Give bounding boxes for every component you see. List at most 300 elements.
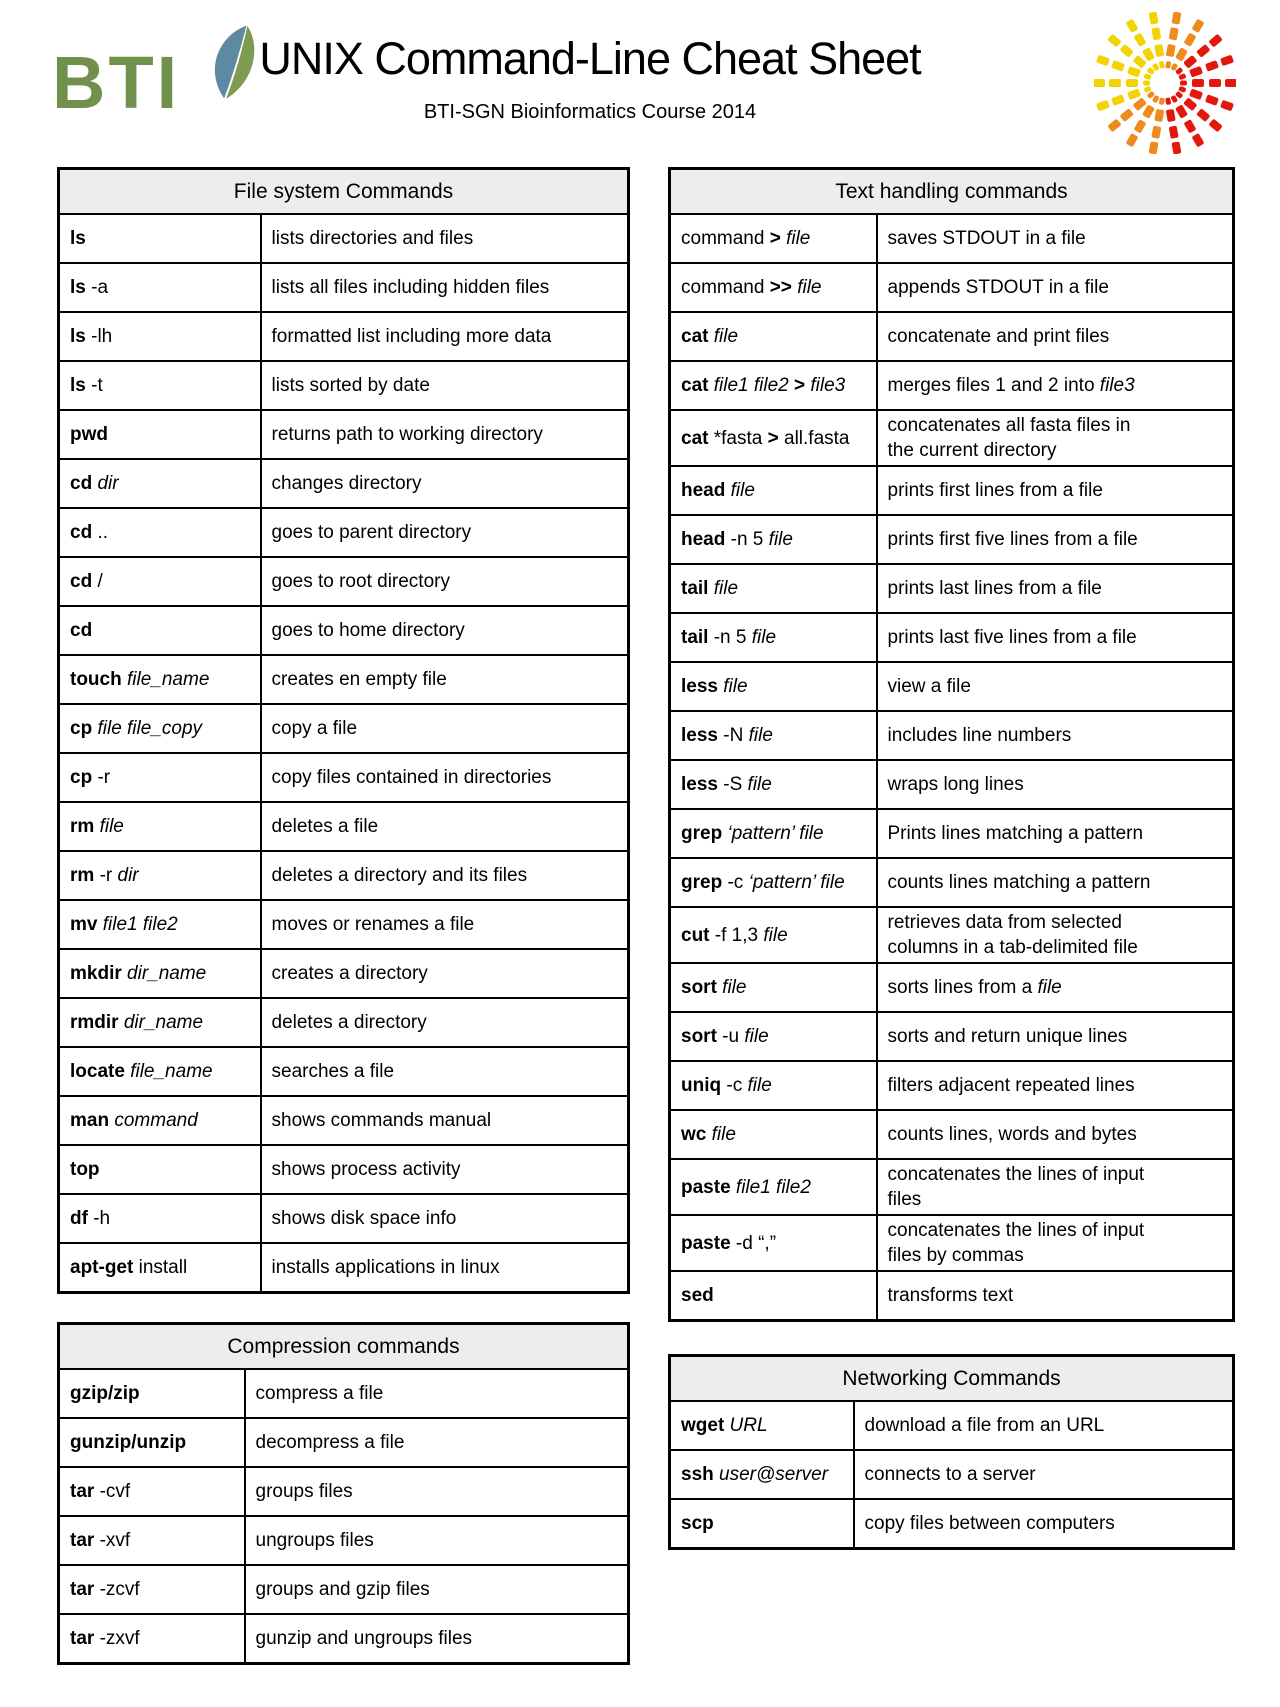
argument-text: ‘pattern’ file	[748, 872, 845, 893]
sunburst-dash	[1094, 79, 1105, 87]
description-cell	[261, 1096, 629, 1145]
table-row	[59, 459, 629, 508]
sunburst-dash	[1220, 55, 1234, 67]
table-row	[670, 515, 1234, 564]
sunburst-dash	[1149, 12, 1159, 25]
description-cell	[877, 312, 1234, 361]
sunburst-dash	[1183, 55, 1197, 69]
command-cell	[670, 466, 877, 515]
description-cell	[261, 410, 629, 459]
sunburst-dash	[1169, 27, 1179, 40]
sunburst-dash	[1109, 79, 1121, 87]
table-row	[670, 1012, 1234, 1061]
description-cell	[877, 214, 1234, 263]
command-cell	[670, 1061, 877, 1110]
command-cell	[59, 361, 261, 410]
table-row	[670, 361, 1234, 410]
command-cell	[59, 606, 261, 655]
description-cell	[261, 998, 629, 1047]
description-cell	[261, 1194, 629, 1243]
sunburst-dash	[1192, 19, 1205, 33]
plain-text: retrieves data from selected	[887, 912, 1122, 933]
plain-text: groups and gzip files	[255, 1579, 430, 1600]
argument-text: URL	[724, 1415, 768, 1436]
argument-text: ‘pattern’ file	[722, 823, 824, 844]
plain-text: lists directories and files	[271, 228, 474, 249]
command-cell	[670, 515, 877, 564]
command-text: cat	[681, 375, 709, 396]
command-text: cd	[70, 620, 93, 641]
sunburst-dash	[1169, 126, 1179, 139]
text-handling-table	[668, 167, 1235, 1322]
description-cell	[877, 564, 1234, 613]
plain-text: returns path to working directory	[271, 424, 543, 445]
table-row	[670, 564, 1234, 613]
plain-text: prints first five lines from a file	[887, 529, 1138, 550]
command-cell	[59, 1145, 261, 1194]
sunburst-dash	[1154, 109, 1164, 122]
command-text: sort	[681, 1026, 717, 1047]
sunburst-dash	[1171, 12, 1181, 25]
command-text: >	[769, 228, 787, 249]
command-text: rm	[70, 865, 95, 886]
table-row	[59, 1614, 629, 1664]
table-row	[670, 907, 1234, 963]
argument-text: file	[751, 627, 777, 648]
sunburst-dash	[1143, 73, 1151, 80]
plain-text: decompress a file	[255, 1432, 405, 1453]
table-row	[59, 753, 629, 802]
argument-text: dir_name	[118, 1012, 204, 1033]
command-text: sort	[681, 977, 717, 998]
command-text: tar	[70, 1579, 95, 1600]
sunburst-dash	[1183, 97, 1197, 111]
command-cell	[670, 760, 877, 809]
plain-text: saves STDOUT in a file	[887, 228, 1086, 249]
command-text: grep	[681, 872, 723, 893]
table-row	[59, 851, 629, 900]
argument-text: file	[797, 277, 822, 298]
plain-text: -zxvf	[94, 1628, 140, 1649]
command-cell	[59, 459, 261, 508]
plain-text: -lh	[85, 326, 113, 347]
plain-text: -S	[717, 774, 748, 795]
command-text: cut	[681, 924, 710, 946]
argument-text: user@server	[713, 1464, 829, 1485]
page-title: UNIX Command-Line Cheat Sheet	[259, 33, 921, 84]
table-row	[59, 1096, 629, 1145]
command-text: uniq	[681, 1075, 722, 1096]
command-text: rmdir	[70, 1012, 119, 1033]
description-cell	[877, 613, 1234, 662]
command-text: man	[70, 1110, 110, 1131]
plain-text: -f 1,3	[709, 924, 764, 946]
table-row	[59, 1194, 629, 1243]
command-text: head	[681, 529, 726, 550]
table-row	[670, 613, 1234, 662]
description-cell	[261, 655, 629, 704]
sunburst-spoke	[1149, 12, 1167, 69]
command-text: >	[794, 375, 811, 396]
argument-text: file	[786, 228, 811, 249]
sunburst-dash	[1184, 119, 1197, 133]
command-cell	[670, 1401, 854, 1450]
plain-text: -n 5	[708, 627, 752, 648]
command-text: wget	[681, 1415, 725, 1436]
plain-text: goes to home directory	[271, 620, 465, 641]
sunburst-dash	[1151, 126, 1161, 139]
description-cell	[877, 1061, 1234, 1110]
plain-text: files by commas	[887, 1245, 1024, 1266]
plain-text: view a file	[887, 676, 971, 697]
plain-text: creates en empty file	[271, 669, 447, 690]
plain-text: command	[681, 277, 770, 298]
description-cell	[261, 1145, 629, 1194]
sunburst-dash	[1171, 141, 1181, 154]
sunburst-dash	[1126, 133, 1139, 147]
description-cell	[877, 1215, 1234, 1271]
command-text: tar	[70, 1628, 95, 1649]
sunburst-dash	[1154, 44, 1164, 57]
file-system-table	[57, 167, 630, 1294]
command-cell	[59, 508, 261, 557]
table-row	[59, 1418, 629, 1467]
plain-text: concatenates the lines of input	[887, 1164, 1145, 1185]
plain-text: concatenate and print files	[887, 326, 1110, 347]
description-cell	[245, 1418, 629, 1467]
cheatsheet-body	[0, 167, 1280, 1665]
sunburst-logo	[1094, 12, 1236, 159]
table-row	[59, 802, 629, 851]
table-row	[670, 214, 1234, 263]
sunburst-dash	[1142, 47, 1155, 61]
sunburst-dash	[1175, 104, 1188, 118]
sunburst-logo-icon	[1094, 12, 1236, 154]
plain-text: compress a file	[255, 1383, 384, 1404]
plain-text: wraps long lines	[887, 774, 1024, 795]
command-cell	[670, 1110, 877, 1159]
command-cell	[670, 214, 877, 263]
plain-text: -d “,”	[730, 1232, 777, 1254]
argument-text: dir_name	[121, 963, 207, 984]
command-cell	[670, 907, 877, 963]
plain-text: prints last lines from a file	[887, 578, 1102, 599]
table-row	[59, 1047, 629, 1096]
sunburst-dash	[1142, 104, 1155, 118]
right-column	[668, 167, 1235, 1550]
command-text: top	[70, 1159, 100, 1180]
argument-text: file1 file2	[97, 914, 178, 935]
description-cell	[261, 851, 629, 900]
plain-text: shows disk space info	[271, 1208, 457, 1229]
plain-text: copy a file	[271, 718, 358, 739]
plain-text: ..	[92, 522, 109, 543]
command-cell	[59, 802, 261, 851]
command-cell	[59, 557, 261, 606]
description-cell	[245, 1467, 629, 1516]
description-cell	[877, 858, 1234, 907]
sunburst-dash	[1184, 33, 1197, 47]
command-cell	[59, 1614, 245, 1664]
argument-text: command	[109, 1110, 198, 1131]
command-text: less	[681, 725, 718, 746]
command-cell	[670, 662, 877, 711]
plain-text: creates a directory	[271, 963, 428, 984]
command-cell	[670, 1450, 854, 1499]
plain-text: sorts and return unique lines	[887, 1026, 1128, 1047]
argument-text: file1 file2	[708, 375, 795, 396]
table-row	[670, 1159, 1234, 1215]
plain-text: counts lines, words and bytes	[887, 1124, 1137, 1145]
description-cell	[877, 515, 1234, 564]
sunburst-dash	[1126, 79, 1138, 87]
plain-text: shows process activity	[271, 1159, 461, 1180]
command-text: df	[70, 1208, 88, 1229]
argument-text: file file_copy	[92, 718, 203, 739]
sunburst-spoke	[1096, 84, 1152, 111]
command-text: cp	[70, 718, 93, 739]
sunburst-dash	[1205, 94, 1219, 106]
command-cell	[59, 1516, 245, 1565]
description-cell	[854, 1450, 1234, 1499]
command-cell	[670, 1271, 877, 1321]
plain-text: the current directory	[887, 440, 1057, 461]
table-row	[670, 1401, 1234, 1450]
description-cell	[261, 900, 629, 949]
plain-text: lists all files including hidden files	[271, 277, 550, 298]
plain-text: -h	[87, 1208, 111, 1229]
argument-text: file	[744, 1026, 769, 1047]
plain-text: shows commands manual	[271, 1110, 492, 1131]
description-cell	[877, 1110, 1234, 1159]
plain-text: -r	[92, 767, 111, 788]
sunburst-dash	[1225, 79, 1236, 87]
command-text: ls	[70, 326, 86, 347]
command-text: wc	[681, 1124, 707, 1145]
sunburst-spoke	[1164, 12, 1182, 69]
command-text: cat	[681, 427, 709, 449]
command-text: >	[767, 427, 784, 449]
plain-text: /	[92, 571, 103, 592]
plain-text: deletes a directory and its files	[271, 865, 528, 886]
description-cell	[261, 1047, 629, 1096]
plain-text: filters adjacent repeated lines	[887, 1075, 1135, 1096]
plain-text: connects to a server	[864, 1464, 1036, 1485]
sunburst-dash	[1133, 97, 1147, 111]
table-row	[59, 410, 629, 459]
command-text: rm	[70, 816, 95, 837]
command-cell	[670, 1215, 877, 1271]
description-cell	[261, 312, 629, 361]
sunburst-dash	[1134, 33, 1147, 47]
plain-text: prints last five lines from a file	[887, 627, 1137, 648]
command-text: head	[681, 480, 726, 501]
sunburst-spoke	[1164, 97, 1182, 154]
sunburst-dash	[1175, 47, 1188, 61]
table-row	[670, 1061, 1234, 1110]
description-cell	[877, 263, 1234, 312]
plain-text: installs applications in linux	[271, 1257, 500, 1278]
table-row	[59, 704, 629, 753]
command-cell	[59, 1565, 245, 1614]
table-row	[59, 508, 629, 557]
command-cell	[59, 1369, 245, 1418]
sunburst-dash	[1149, 141, 1159, 154]
table-row	[59, 655, 629, 704]
plain-text: -c	[721, 1075, 748, 1096]
plain-text: -a	[85, 277, 109, 298]
command-cell	[670, 858, 877, 907]
title-block	[180, 34, 1000, 124]
plain-text: -n 5	[725, 529, 769, 550]
sunburst-dash	[1166, 109, 1176, 122]
sunburst-spoke	[1178, 84, 1234, 111]
plain-text: sorts lines from a	[887, 977, 1038, 998]
command-text: locate	[70, 1061, 125, 1082]
sunburst-dash	[1189, 88, 1203, 100]
command-text: paste	[681, 1176, 731, 1198]
table-row	[670, 858, 1234, 907]
plain-text: ungroups files	[255, 1530, 374, 1551]
sunburst-dash	[1205, 60, 1219, 72]
table-row	[59, 214, 629, 263]
command-cell	[59, 900, 261, 949]
command-cell	[59, 1047, 261, 1096]
command-text: cd	[70, 522, 93, 543]
command-cell	[670, 1159, 877, 1215]
description-cell	[877, 1159, 1234, 1215]
table-title: Compression commands	[59, 1324, 629, 1370]
argument-text: file	[725, 480, 755, 501]
plain-text: searches a file	[271, 1061, 395, 1082]
sunburst-dash	[1111, 60, 1125, 72]
argument-text: file_name	[121, 669, 210, 690]
table-row	[670, 760, 1234, 809]
sunburst-dash	[1166, 44, 1176, 57]
command-cell	[670, 1012, 877, 1061]
plain-text: changes directory	[271, 473, 422, 494]
plain-text: files	[887, 1189, 922, 1210]
description-cell	[877, 809, 1234, 858]
command-text: tar	[70, 1530, 95, 1551]
sunburst-dash	[1178, 86, 1186, 93]
table-title: Text handling commands	[670, 169, 1234, 215]
table-row	[59, 1243, 629, 1293]
argument-text: file	[716, 977, 747, 998]
sunburst-dash	[1209, 79, 1221, 87]
plain-text: *fasta	[708, 427, 768, 449]
plain-text: command	[681, 228, 770, 249]
plain-text: copy files between computers	[864, 1513, 1115, 1534]
plain-text: lists sorted by date	[271, 375, 430, 396]
command-cell	[670, 711, 877, 760]
command-cell	[670, 564, 877, 613]
argument-text: file	[748, 725, 773, 746]
sunburst-dash	[1220, 100, 1234, 112]
table-row	[59, 312, 629, 361]
plain-text: concatenates the lines of input	[887, 1220, 1145, 1241]
description-cell	[245, 1516, 629, 1565]
description-cell	[261, 459, 629, 508]
sunburst-dash	[1120, 44, 1134, 58]
description-cell	[877, 760, 1234, 809]
sunburst-dash	[1192, 79, 1204, 87]
description-cell	[261, 263, 629, 312]
plain-text: -t	[85, 375, 103, 396]
description-cell	[877, 1271, 1234, 1321]
left-column	[57, 167, 630, 1665]
command-text: mv	[70, 914, 98, 935]
command-cell	[670, 613, 877, 662]
sunburst-dash	[1120, 108, 1134, 122]
plain-text: moves or renames a file	[271, 914, 475, 935]
command-text: cd	[70, 571, 93, 592]
argument-text: file	[708, 578, 739, 599]
plain-text: Prints lines matching a pattern	[887, 823, 1144, 844]
plain-text: concatenates all fasta files in	[887, 415, 1131, 436]
command-text: tar	[70, 1481, 95, 1502]
command-cell	[59, 753, 261, 802]
table-row	[59, 606, 629, 655]
argument-text: file3	[810, 375, 846, 396]
plain-text: deletes a file	[271, 816, 379, 837]
command-cell	[59, 263, 261, 312]
plain-text: -cvf	[94, 1481, 131, 1502]
argument-text: dir	[92, 473, 119, 494]
command-cell	[59, 998, 261, 1047]
command-cell	[59, 1418, 245, 1467]
plain-text: formatted list including more data	[271, 326, 552, 347]
sunburst-dash	[1151, 27, 1161, 40]
plain-text: -r	[94, 865, 118, 886]
table-row	[59, 1369, 629, 1418]
plain-text: groups files	[255, 1481, 353, 1502]
plain-text: -c	[722, 872, 749, 893]
sunburst-dash	[1208, 34, 1222, 48]
sunburst-dash	[1159, 61, 1165, 69]
description-cell	[877, 1012, 1234, 1061]
description-cell	[261, 949, 629, 998]
sunburst-dash	[1111, 94, 1125, 106]
description-cell	[261, 802, 629, 851]
command-cell	[670, 312, 877, 361]
plain-text: deletes a directory	[271, 1012, 427, 1033]
command-text: touch	[70, 669, 122, 690]
table-row	[670, 711, 1234, 760]
command-cell	[59, 851, 261, 900]
command-text: tail	[681, 627, 709, 648]
plain-text: prints first lines from a file	[887, 480, 1103, 501]
plain-text: goes to parent directory	[271, 522, 472, 543]
sunburst-dash	[1096, 55, 1110, 67]
plain-text: -N	[717, 725, 749, 746]
table-row	[670, 809, 1234, 858]
sunburst-dash	[1143, 81, 1150, 86]
table-title: File system Commands	[59, 169, 629, 215]
plain-text: copy files contained in directories	[271, 767, 552, 788]
plain-text: download a file from an URL	[864, 1415, 1105, 1436]
command-cell	[670, 963, 877, 1012]
compression-table	[57, 1322, 630, 1665]
argument-text: file	[763, 924, 788, 946]
description-cell	[261, 557, 629, 606]
command-text: paste	[681, 1232, 731, 1254]
table-row	[670, 1271, 1234, 1321]
command-text: cat	[681, 326, 709, 347]
command-text: gzip/zip	[70, 1383, 140, 1404]
sunburst-dash	[1165, 97, 1171, 105]
plain-text: install	[133, 1257, 188, 1278]
